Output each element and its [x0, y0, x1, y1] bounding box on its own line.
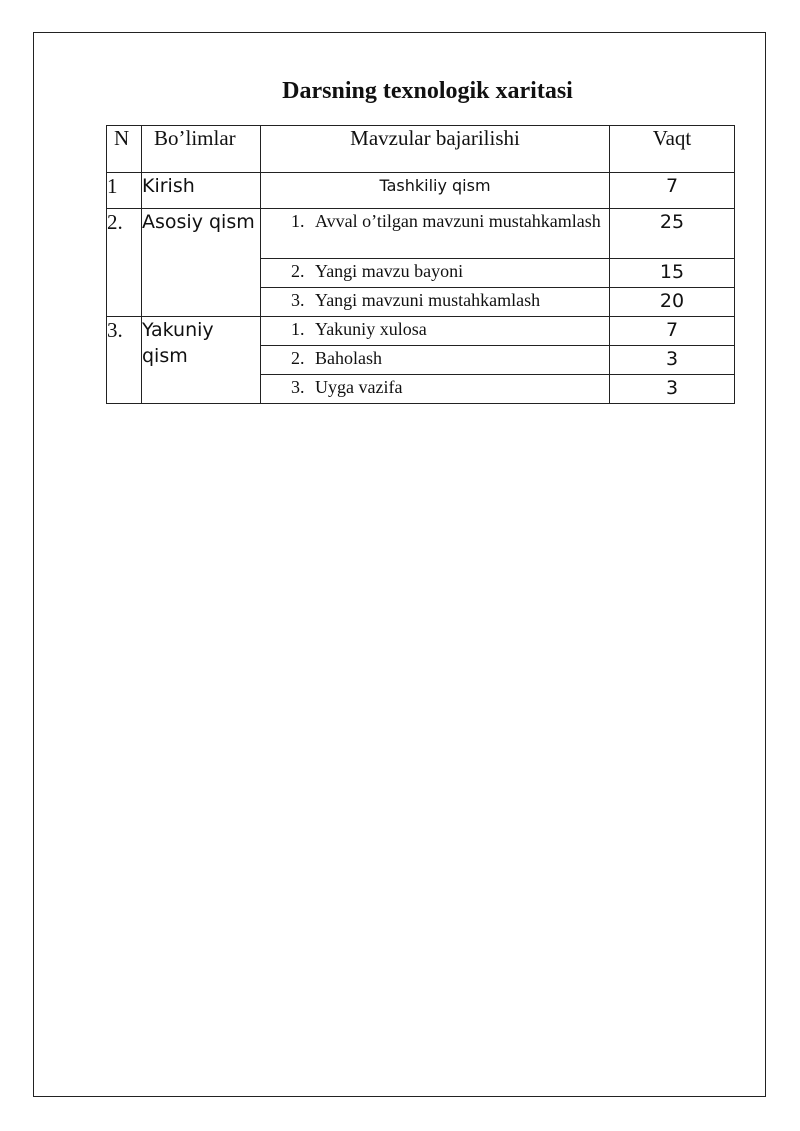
activity-number: 3.: [291, 377, 305, 397]
section-name: Kirish: [142, 173, 261, 209]
activity-cell: [261, 317, 610, 346]
activity-cell: [261, 288, 610, 317]
activity-item: [261, 288, 609, 312]
activity-number: 2.: [291, 348, 305, 368]
activity-item: [261, 259, 609, 283]
activity-number: 1.: [291, 211, 305, 231]
time-value: 15: [610, 259, 735, 288]
row-number: 2.: [107, 209, 142, 317]
activity-item: [261, 346, 609, 370]
activity-cell: [261, 209, 610, 259]
activity-text: Yangi mavzu bayoni: [315, 261, 464, 281]
activity-cell: [261, 259, 610, 288]
activity-text: Yangi mavzuni mustahkamlash: [315, 290, 541, 310]
activity-number: 3.: [291, 290, 305, 310]
table-row: [107, 317, 735, 346]
activity-text: Yakuniy xulosa: [315, 319, 427, 339]
time-value: 20: [610, 288, 735, 317]
activity-text: Uyga vazifa: [315, 377, 403, 397]
activity-cell: [261, 173, 610, 209]
table-row: [107, 209, 735, 259]
activity-text: Tashkiliy qism: [379, 176, 491, 195]
header-time: Vaqt: [610, 126, 735, 173]
table-header-row: [107, 126, 735, 173]
activity-number: 1.: [291, 319, 305, 339]
activity-cell: [261, 375, 610, 404]
activity-item: [261, 317, 609, 341]
header-activities: Mavzular bajarilishi: [261, 126, 610, 173]
document-title: Darsning texnologik xaritasi: [282, 78, 573, 104]
time-value: 7: [610, 317, 735, 346]
header-section: Bo’limlar: [142, 126, 261, 173]
activity-number: 2.: [291, 261, 305, 281]
time-value: 3: [610, 346, 735, 375]
activity-cell: [261, 346, 610, 375]
activity-item: [261, 375, 609, 399]
time-value: 3: [610, 375, 735, 404]
row-number: 3.: [107, 317, 142, 404]
time-value: 25: [610, 209, 735, 259]
lesson-plan-table: [106, 125, 735, 404]
table-row: [107, 173, 735, 209]
activity-item: [261, 209, 609, 233]
activity-text: Baholash: [315, 348, 382, 368]
section-name: Asosiy qism: [142, 209, 261, 317]
activity-text: Avval o’tilgan mavzuni mustahkamlash: [315, 211, 601, 231]
section-name: Yakuniy qism: [142, 317, 261, 404]
header-n: N: [107, 126, 142, 173]
time-value: 7: [610, 173, 735, 209]
row-number: 1: [107, 173, 142, 209]
